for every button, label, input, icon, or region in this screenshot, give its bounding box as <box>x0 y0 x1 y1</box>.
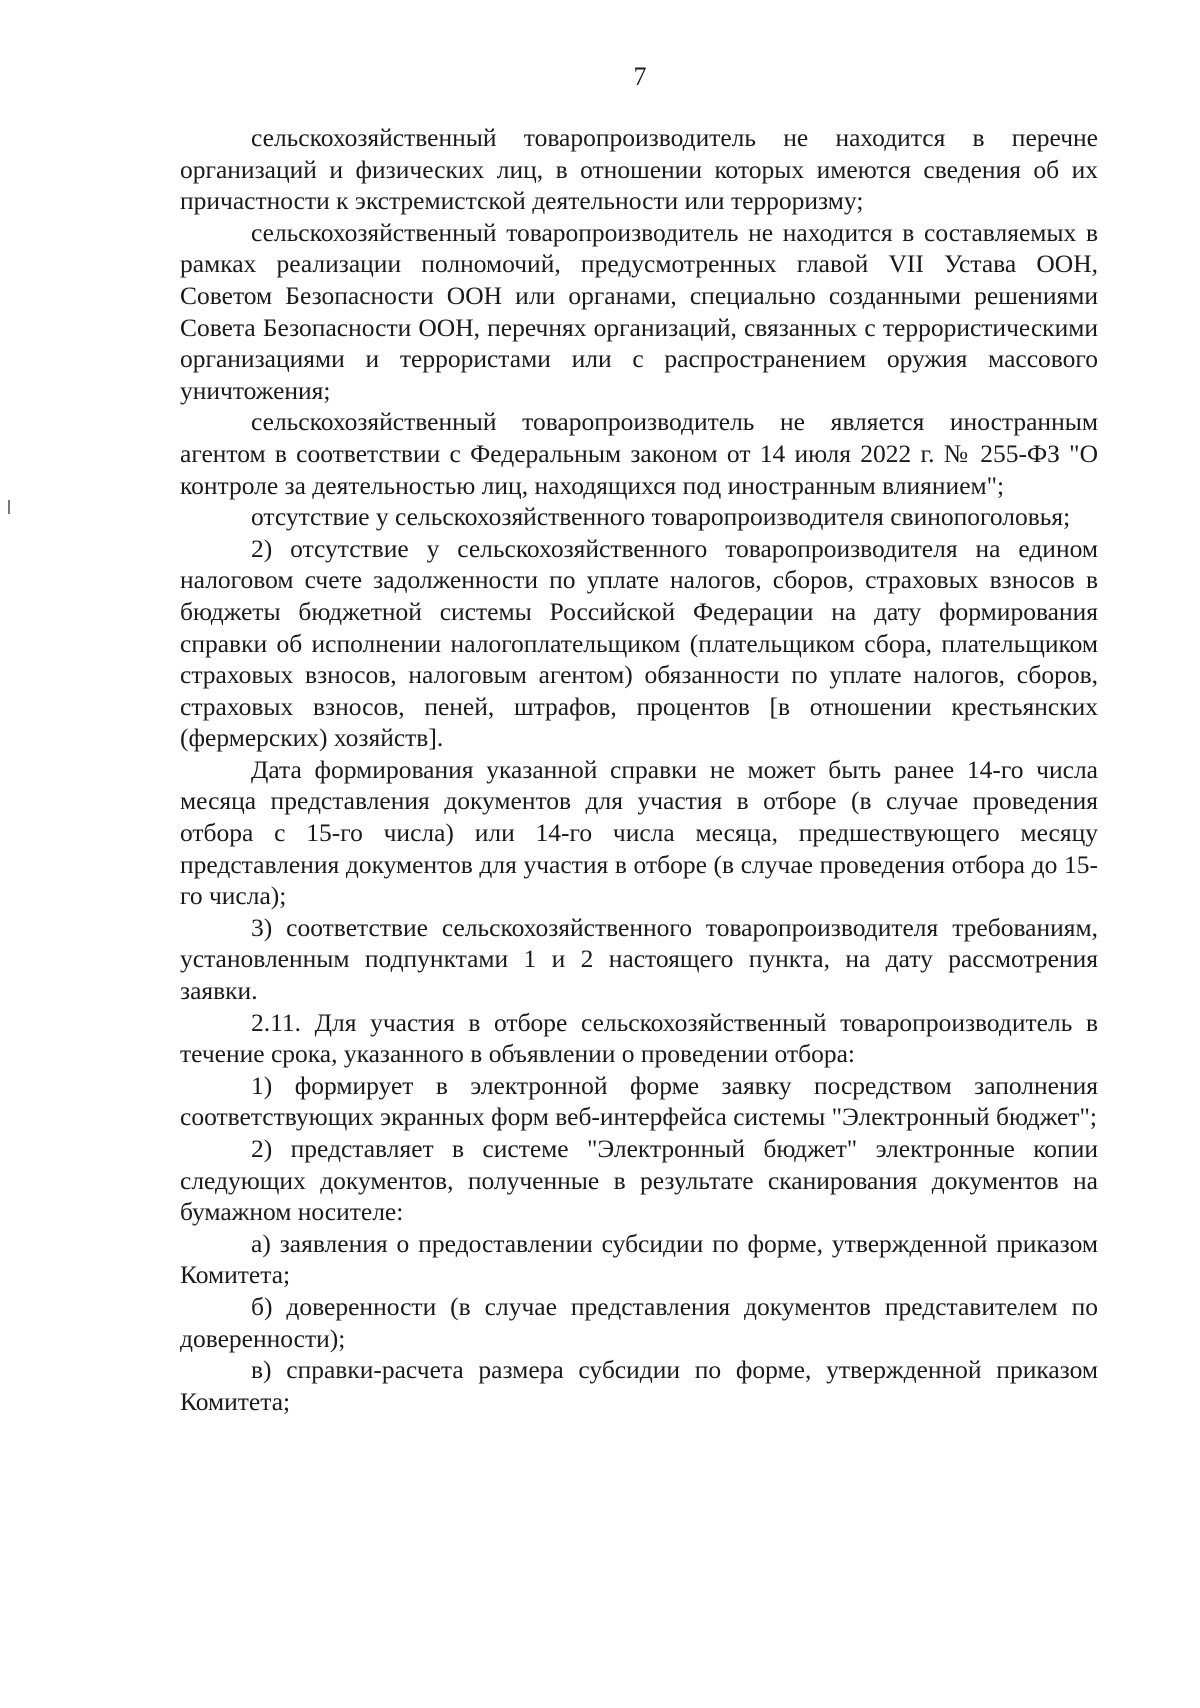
paragraph: Дата формирования указанной справки не может быть ранее 14-го числа месяца представления документов для участия в отборе (в случае проведения отбора с 15-го числа) или 14-го числа месяца, предшествующего месяцу представления документов для участия в отборе (в случае проведения отбора до 15-го числа); <box>180 754 1098 911</box>
paragraph: отсутствие у сельскохозяйственного товаропроизводителя свинопоголовья; <box>251 502 1071 532</box>
page-number: 7 <box>633 62 647 91</box>
paragraph: в) справки-расчета размера субсидии по форме, утвержденной приказом Комитета; <box>180 1355 1098 1416</box>
paragraph: 1) формирует в электронной форме заявку посредством заполнения соответствующих экранных форм веб-интерфейса системы "Электронный бюджет"; <box>180 1070 1098 1132</box>
paragraph: 2) отсутствие у сельскохозяйственного товаропроизводителя на едином налоговом счете задолженности по уплате налогов, сборов, страховых взносов в бюджеты бюджетной системы Российской Федерации на дату формирования справки об исполнении налогоплательщиком (плательщиком сбора, плательщиком страховых взносов, налоговым агентом) обязанности по уплате налогов, сборов, страховых взносов, пеней, штрафов, процентов [в отношении крестьянских (фермерских) хозяйств]. <box>180 533 1098 753</box>
paragraph: 3) соответствие сельскохозяйственного товаропроизводителя требованиям, установленным подпунктами 1 и 2 настоящего пункта, на дату рассмотрения заявки. <box>180 912 1098 1006</box>
scan-artifact <box>8 500 10 514</box>
document-body <box>180 122 1098 1417</box>
paragraph: сельскохозяйственный товаропроизводитель не находится в перечне организаций и физических лиц, в отношении которых имеются сведения об их причастности к экстремистской деятельности или терроризму; <box>180 123 1098 216</box>
paragraph: б) доверенности (в случае представления документов представителем по доверенности); <box>180 1291 1098 1353</box>
paragraph: 2.11. Для участия в отборе сельскохозяйственный товаропроизводитель в течение срока, указанного в объявлении о проведении отбора: <box>180 1007 1098 1069</box>
paragraph: сельскохозяйственный товаропроизводитель не находится в составляемых в рамках реализации полномочий, предусмотренных главой VII Устава ООН, Советом Безопасности ООН или органами, специально созданными решениями Совета Безопасности ООН, перечнях организаций, связанных с террористическими организациями и террористами или с распространением оружия массового уничтожения; <box>180 217 1098 405</box>
paragraph: сельскохозяйственный товаропроизводитель не является иностранным агентом в соответствии с Федеральным законом от 14 июля 2022 г. № 255-ФЗ "О контроле за деятельностью лиц, находящихся под иностранным влиянием"; <box>180 407 1098 500</box>
paragraph: 2) представляет в системе "Электронный бюджет" электронные копии следующих документов, полученные в результате сканирования документов на бумажном носителе: <box>180 1134 1098 1227</box>
paragraph: а) заявления о предоставлении субсидии по форме, утвержденной приказом Комитета; <box>180 1228 1098 1290</box>
